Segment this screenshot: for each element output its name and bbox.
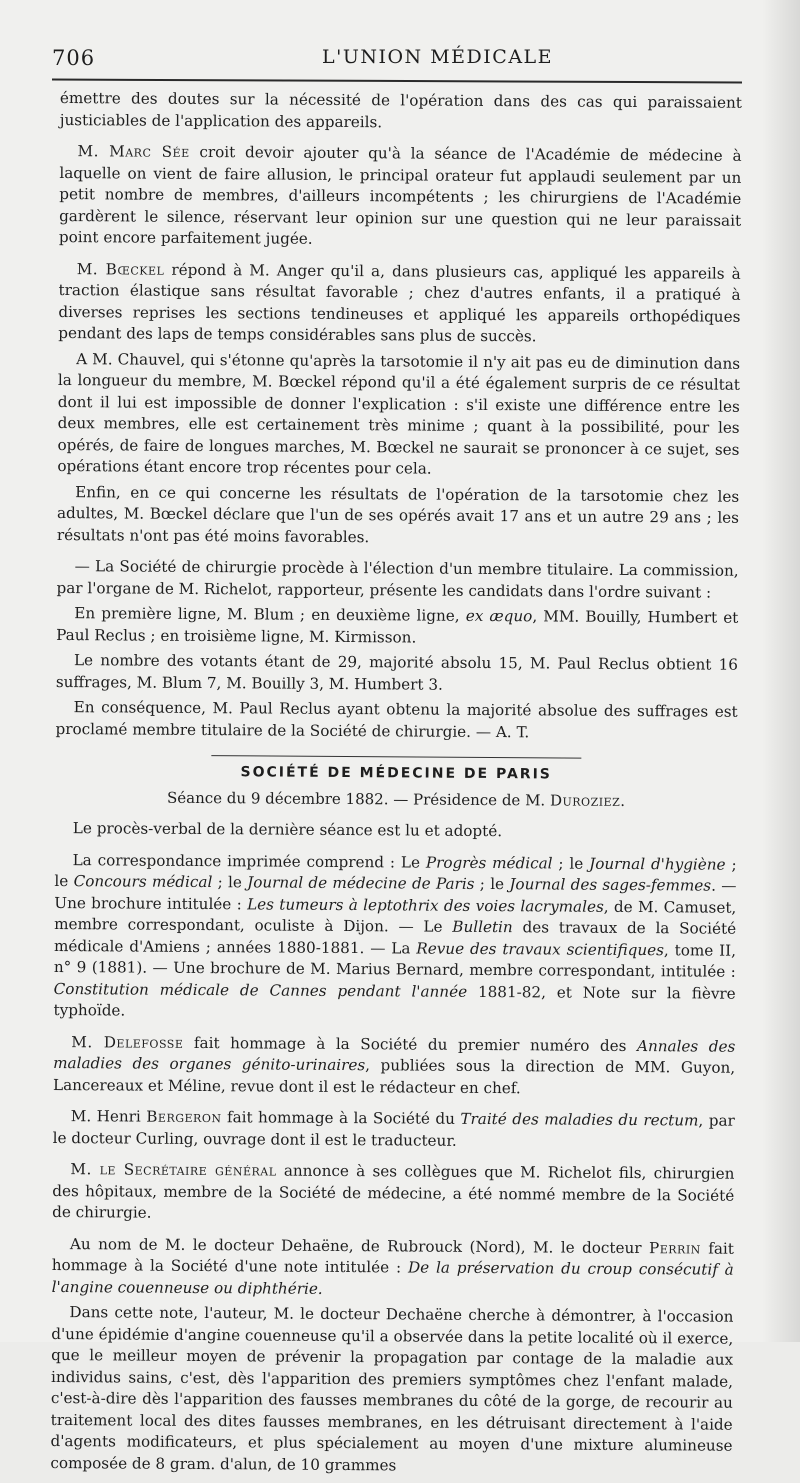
president-name: Duroziez — [549, 790, 621, 810]
paragraph: M. Henri Bergeron fait hommage à la Société du Traité des maladies du rectum, par le docteur Curling, ouvrage dont il est le traducteur. — [52, 1107, 735, 1150]
paragraph: En première ligne, M. Blum ; en deuxième ligne, ex æquo, MM. Bouilly, Humbert et Paul Reclus ; en troisième ligne, M. Kirmisson. — [56, 604, 739, 647]
paragraph: En conséquence, M. Paul Reclus ayant obtenu la majorité absolue des suffrages est proclamé membre titulaire de la Société de chirurgie. — A. T. — [55, 698, 738, 741]
speaker-name: M. Marc Sée — [77, 142, 190, 161]
section-divider — [211, 755, 581, 759]
speaker-name: M. Bœckel — [76, 259, 165, 279]
page-header — [52, 40, 752, 80]
session-line: Séance du 9 décembre 1882. — Présidence de M. Duroziez. — [166, 788, 626, 810]
speaker-name: Perrin — [648, 1238, 701, 1258]
section-title: SOCIÉTÉ DE MÉDECINE DE PARIS — [240, 764, 552, 783]
paragraph: M. Marc Sée croit devoir ajouter qu'à la séance de l'Académie de médecine à laquelle on vient de faire allusion, le principal orateur fut applaudi seulement par un petit nombre de membres, d'ailleurs incompétents ; les chirurgiens de l'Académie gardèrent le silence, réservant leur opinion sur une question qui ne leur paraissait point encore parfaitement jugée. — [58, 142, 742, 248]
paragraph: M. Bœckel répond à M. Anger qu'il a, dans plusieurs cas, appliqué les appareils à traction élastique sans résultat favorable ; chez d'autres enfants, il a pratiqué à diverses reprises les sections tendineuses et appliqué les appareils orthopédiques pendant des laps de temps considérables sans plus de succès. — [58, 259, 741, 346]
paragraph: Le procès-verbal de la dernière séance est lu et adopté. — [72, 819, 503, 841]
paragraph: A M. Chauvel, qui s'étonne qu'après la tarsotomie il n'y ait pas eu de diminution dans la longueur du membre, M. Bœckel répond qu'il a été également surpris de ce résultat dont il lui est impossible de donner l'explication : s'il existe une différence entre les deux membres, elle est certainement très minime ; quant à la possibilité, pour les opérés, de faire de longues marches, M. Bœckel ne saurait se prononcer à ce sujet, ses opérations étant encore trop récentes pour cela. — [57, 349, 741, 478]
article-body — [50, 88, 742, 1483]
page-edge-shadow — [762, 0, 800, 1342]
paragraph: Dans cette note, l'auteur, M. le docteur Dechaëne cherche à démontrer, à l'occasion d'une épidémie d'angine couenneuse qu'il a observée dans la petite localité où il exerce, que le meilleur moyen de prévenir la propagation par contage de la maladie aux individus sains, c'est, dès l'apparition des premiers symptômes chez l'enfant malade, c'est-à-dire dès l'apparition des fausses membranes du côté de la gorge, de recourir au traitement local des dites fausses membranes, en les détruisant directement à l'aide d'agents modificateurs, et plus spécialement au moyen d'une mixture alumineuse composée de 8 gram. d'alun, de 10 grammes — [50, 1303, 734, 1474]
paragraph: — La Société de chirurgie procède à l'élection d'un membre titulaire. La commission, par l'organe de M. Richelot, rapporteur, présente les candidats dans l'ordre suivant : — [56, 557, 739, 602]
paragraph: La correspondance imprimée comprend : Le Progrès médical ; le Journal d'hygiène ; le Concours médical ; le Journal de médecine de Paris ; le Journal des sages-femmes. — Une brochure intitulée : Les tumeurs à leptothrix des voies lacrymales, de M. Camuset, membre correspondant, oculiste à Dijon. — Le Bulletin des travaux de la Société médicale d'Amiens ; années 1880-1881. — La Revue des travaux scientifiques, tome II, n° 9 (1881). — Une brochure de M. Marius Bernard, membre correspondant, intitulée : Constitution médicale de Cannes pendant l'année 1881-82, et Note sur la fièvre typhoïde. — [53, 850, 737, 1020]
running-title: L'UNION MÉDICALE — [322, 46, 554, 68]
page-number: 706 — [52, 46, 96, 70]
paragraph: M. Delefosse fait hommage à la Société du premier numéro des Annales des maladies des organes génito-urinaires, publiées sous la direction de MM. Guyon, Lancereaux et Méline, revue dont il est le rédacteur en chef. — [52, 1032, 736, 1097]
paragraph: Le nombre des votants étant de 29, majorité absolu 15, M. Paul Reclus obtient 16 suffrages, M. Blum 7, M. Bouilly 3, M. Humbert 3. — [55, 651, 739, 694]
paragraph: Au nom de M. le docteur Dehaëne, de Rubrouck (Nord), M. le docteur Perrin fait hommage à la Société d'une note intitulée : De la préservation du croup consécutif à l'angine couenneuse ou diphthérie. — [51, 1234, 734, 1298]
paragraph: M. le Secrétaire général annonce à ses collègues que M. Richelot fils, chirurgien des hôpitaux, membre de la Société de médecine, a été nommé membre de la Société de chirurgie. — [52, 1160, 735, 1222]
paragraph: émettre des doutes sur la nécessité de l'opération dans des cas qui paraissaient justiciables de l'application des appareils. — [59, 88, 742, 131]
speaker-name: Bergeron — [146, 1107, 222, 1127]
paragraph: Enfin, en ce qui concerne les résultats de l'opération de la tarsotomie chez les adultes, M. Bœckel déclare que l'un de ses opérés avait 17 ans et un autre 29 ans ; les résultats n'ont pas été moins favorables. — [56, 482, 740, 546]
speaker-name: M. le Secrétaire général — [70, 1160, 277, 1180]
speaker-name: M. Delefosse — [71, 1032, 184, 1052]
